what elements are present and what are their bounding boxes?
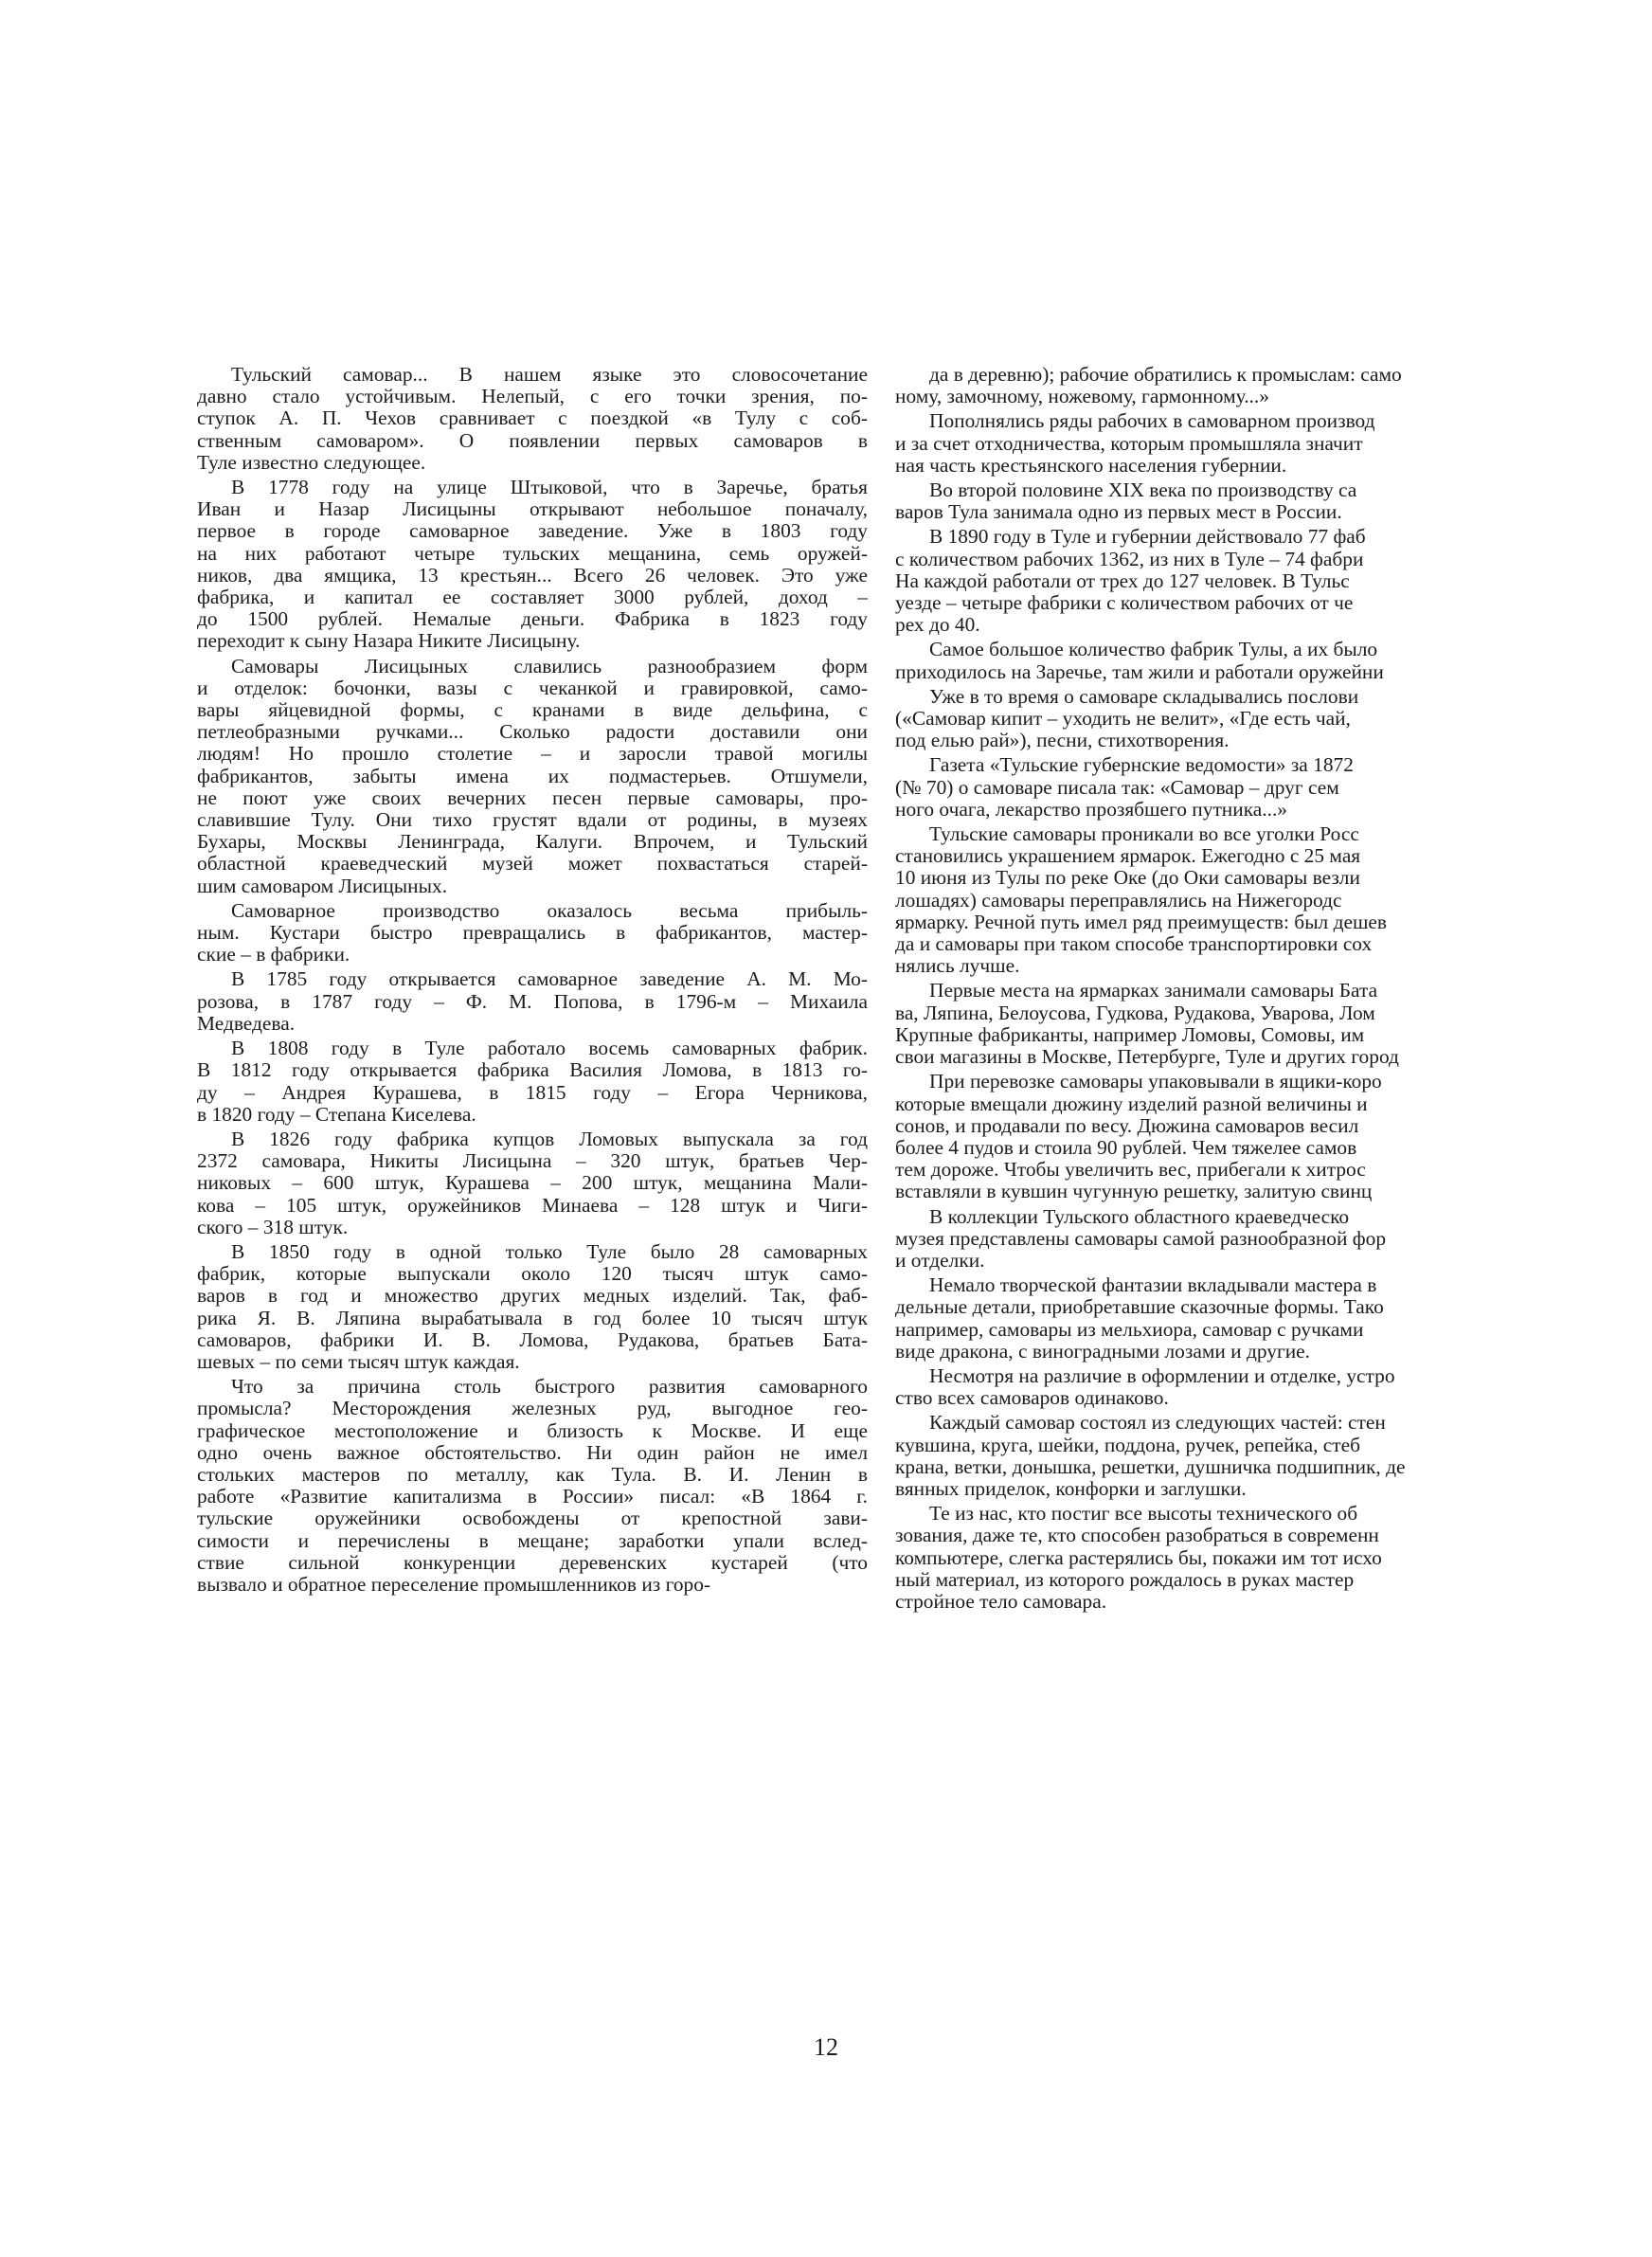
text-line: крана, ветки, донышка, решетки, душничка подшипник, де <box>895 1454 1406 1478</box>
text-line: В 1778 году на улице Штыковой, что в Заречье, братья <box>231 476 868 499</box>
text-line: фабрика, и капитал ее составляет 3000 рублей, доход – <box>197 586 868 609</box>
text-line: ствие сильной конкуренции деревенских кустарей (что <box>197 1550 868 1574</box>
text-line: 2372 самовара, Никиты Лисицына – 320 штук, братьев Чер- <box>197 1149 868 1173</box>
paragraph <box>197 968 868 1035</box>
text-line: Тульский самовар... В нашем языке это словосочетание <box>231 363 868 386</box>
text-line: кова – 105 штук, оружейников Минаева – 128 штук и Чиги- <box>197 1193 868 1217</box>
text-line: тем дороже. Чтобы увеличить вес, прибегали к хитрос <box>895 1158 1366 1182</box>
text-line: давно стало устойчивым. Нелепый, с его точки зрения, по- <box>197 385 868 408</box>
text-line: музея представлены самовары самой разнообразной фор <box>895 1226 1387 1250</box>
text-line: вызвало и обратное переселение промышленников из горо- <box>197 1572 711 1596</box>
text-line: («Самовар кипит – уходить не велит», «Где есть чай, <box>895 707 1351 731</box>
text-line: в 1820 году – Степана Киселева. <box>197 1102 476 1126</box>
left-text-column <box>197 364 868 1598</box>
text-line: В коллекции Тульского областного краеведческо <box>929 1204 1350 1228</box>
text-line: петлеобразными ручками... Сколько радости доставили они <box>197 720 868 744</box>
text-line: В 1785 году открывается самоварное заведение А. М. Мо- <box>231 967 868 991</box>
text-line: Во второй половине XIX века по производству са <box>929 478 1357 502</box>
text-line: Самое большое количество фабрик Тулы, а их было <box>929 638 1378 661</box>
text-line: людям! Но прошло столетие – и заросли травой могилы <box>197 742 868 766</box>
text-line: Медведева. <box>197 1011 296 1035</box>
text-line: Несмотря на различие в оформлении и отделке, устро <box>929 1363 1395 1387</box>
text-line: областной краеведческий музей может похвастаться старей- <box>197 852 868 876</box>
text-line: работе «Развитие капитализма в России» писал: «В 1864 г. <box>197 1485 868 1508</box>
text-line: На каждой работали от трех до 127 человек. В Тульс <box>895 569 1350 592</box>
text-line: ному, замочному, ножевому, гармонному...» <box>895 385 1269 408</box>
text-line: Самоварное производство оказалось весьма прибыль- <box>231 898 868 922</box>
paragraph <box>197 1376 868 1596</box>
paragraph <box>895 639 1652 682</box>
text-line: кувшина, круга, шейки, поддона, ручек, репейка, стеб <box>895 1433 1360 1456</box>
text-line: зования, даже те, кто способен разобраться в современн <box>895 1524 1379 1547</box>
text-line: ство всех самоваров одинаково. <box>895 1386 1169 1410</box>
text-line: ду – Андрея Курашева, в 1815 году – Егора Черникова, <box>197 1080 868 1104</box>
text-line: Пополнялись ряды рабочих в самоварном производ <box>929 409 1375 433</box>
text-line: варов в год и множество других медных изделий. Так, фаб- <box>197 1284 868 1308</box>
paragraph <box>197 656 868 897</box>
text-line: славившие Тулу. Они тихо грустят вдали от родины, в музеях <box>197 808 868 832</box>
text-line: ского – 318 штук. <box>197 1215 349 1238</box>
text-line: ва, Ляпина, Белоусова, Гудкова, Рудакова, Уварова, Лом <box>895 1001 1375 1024</box>
text-line: В 1812 году открывается фабрика Василия Ломова, в 1813 го- <box>197 1058 868 1082</box>
text-line: лошадях) самовары переправлялись на Нижегородс <box>895 888 1342 912</box>
paragraph <box>895 1365 1652 1409</box>
paragraph <box>197 477 868 653</box>
text-line: графическое местоположение и близость к Москве. И еще <box>197 1418 868 1442</box>
text-line: фабрик, которые выпускали около 120 тысяч штук само- <box>197 1262 868 1286</box>
text-line: ственным самоваром». О появлении первых самоваров в <box>197 428 868 452</box>
text-line: не поют уже своих вечерних песен первые самовары, про- <box>197 785 868 809</box>
text-line: дельные детали, приобретавшие сказочные формы. Тако <box>895 1295 1384 1319</box>
text-line: шим самоваром Лисицыных. <box>197 874 448 897</box>
text-line: Уже в то время о самоваре складывались послови <box>929 684 1359 708</box>
text-line: да и самовары при таком способе транспортировки сох <box>895 932 1373 956</box>
text-line: ная часть крестьянского населения губернии. <box>895 453 1287 477</box>
text-line: виде дракона, с виноградными лозами и другие. <box>895 1339 1311 1363</box>
paragraph <box>197 364 868 474</box>
text-line: ярмарку. Речной путь имел ряд преимуществ: был дешев <box>895 910 1388 933</box>
text-line: тульские оружейники освобождены от крепостной зави- <box>197 1507 868 1530</box>
text-line: В 1826 году фабрика купцов Ломовых выпускала за год <box>231 1127 868 1150</box>
text-line: становились украшением ярмарок. Ежегодно с 25 мая <box>895 844 1361 868</box>
text-line: с количеством рабочих 1362, из них в Туле – 74 фабри <box>895 547 1364 570</box>
paragraph <box>895 754 1652 821</box>
text-line: ские – в фабрики. <box>197 943 350 966</box>
paragraph <box>895 686 1652 752</box>
paragraph <box>895 526 1652 636</box>
text-line: сонов, и продавали по весу. Дюжина самоваров весил <box>895 1113 1359 1137</box>
text-line: Самовары Лисицыных славились разнообразием форм <box>231 654 868 677</box>
text-line: ного очага, лекарство прозябшего путника...» <box>895 797 1287 821</box>
text-line: В 1808 году в Туле работало восемь самоварных фабрик. <box>231 1037 868 1060</box>
text-line: Бухары, Москвы Ленинграда, Калуги. Впрочем, и Тульский <box>197 830 868 854</box>
paragraph <box>197 1241 868 1373</box>
text-line: ным. Кустари быстро превращались в фабрикантов, мастер- <box>197 921 868 945</box>
paragraph <box>895 1206 1652 1273</box>
paragraph <box>895 823 1652 977</box>
text-line: ный материал, из которого рождалось в руках мастер <box>895 1567 1355 1591</box>
text-line: Те из нас, кто постиг все высоты технического об <box>929 1502 1358 1526</box>
text-line: шевых – по семи тысяч штук каждая. <box>197 1349 520 1373</box>
text-line: промысла? Месторождения железных руд, выгодное гео- <box>197 1397 868 1420</box>
text-line: Немало творческой фантазии вкладывали мастера в <box>929 1273 1377 1297</box>
text-line: более 4 пудов и стоила 90 рублей. Чем тяжелее самов <box>895 1135 1357 1159</box>
text-line: розова, в 1787 году – Ф. М. Попова, в 1796-м – Михаила <box>197 989 868 1013</box>
text-line: стольких мастеров по металлу, как Тула. В. И. Ленин в <box>197 1462 868 1486</box>
text-line: самоваров, фабрики И. В. Ломова, Рудакова, братьев Бата- <box>197 1327 868 1351</box>
paragraph <box>895 410 1652 477</box>
text-line: переходит к сыну Назара Никите Лисицыну. <box>197 629 581 653</box>
text-line: и отделки. <box>895 1248 985 1272</box>
text-line: вары яйцевидной формы, с кранами в виде дельфина, с <box>197 698 868 722</box>
text-line: одно очень важное обстоятельство. Ни один район не имел <box>197 1440 868 1464</box>
text-line: ников, два ямщика, 13 крестьян... Всего 26 человек. Это уже <box>197 563 868 587</box>
paragraph <box>197 1128 868 1238</box>
text-line: Что за причина столь быстрого развития самоварного <box>231 1375 868 1399</box>
paragraph <box>895 1503 1652 1613</box>
paragraph <box>895 1412 1652 1500</box>
text-line: Первые места на ярмарках занимали самовары Бата <box>929 979 1378 1002</box>
text-line: которые вмещали дюжину изделий разной величины и <box>895 1092 1368 1115</box>
text-line: варов Тула занимала одно из первых мест в России. <box>895 500 1342 524</box>
text-line: первое в городе самоварное заведение. Уже в 1803 году <box>197 519 868 543</box>
text-line: В 1890 году в Туле и губернии действовало 77 фаб <box>929 525 1366 549</box>
paragraph <box>895 1274 1652 1363</box>
text-line: Газета «Тульские губернские ведомости» за 1872 <box>929 753 1354 777</box>
paragraph <box>197 900 868 966</box>
text-line: до 1500 рублей. Немалые деньги. Фабрика в 1823 году <box>197 607 868 631</box>
text-line: и за счет отходничества, которым промышляла значит <box>895 431 1363 455</box>
text-line: и отделок: бочонки, вазы с чеканкой и гравировкой, само- <box>197 676 868 699</box>
text-line: нялись лучше. <box>895 954 1020 978</box>
text-line: В 1850 году в одной только Туле было 28 самоварных <box>231 1239 868 1263</box>
text-line: никовых – 600 штук, Курашева – 200 штук, мещанина Мали- <box>197 1171 868 1195</box>
text-line: фабрикантов, забыты имена их подмастерьев. Отшумели, <box>197 764 868 787</box>
text-line: Крупные фабриканты, например Ломовы, Сомовы, им <box>895 1022 1365 1046</box>
text-line: например, самовары из мельхиора, самовар с ручками <box>895 1317 1364 1341</box>
paragraph <box>895 980 1652 1068</box>
text-line: рех до 40. <box>895 613 980 637</box>
text-line: ступок А. П. Чехов сравнивает с поездкой «в Тулу с соб- <box>197 406 868 430</box>
paragraph <box>197 1038 868 1126</box>
text-line: рика Я. В. Ляпина вырабатывала в год более 10 тысяч штук <box>197 1306 868 1329</box>
text-line: на них работают четыре тульских мещанина, семь оружей- <box>197 541 868 565</box>
text-line: уезде – четыре фабрики с количеством рабочих от че <box>895 591 1354 615</box>
paragraph <box>895 364 1652 407</box>
text-line: да в деревню); рабочие обратились к промыслам: само <box>929 364 1402 386</box>
text-line: Туле известно следующее. <box>197 450 426 474</box>
text-line: вянных приделок, конфорки и заглушки. <box>895 1476 1247 1500</box>
text-line: стройное тело самовара. <box>895 1589 1107 1613</box>
text-line: При перевозке самовары упаковывали в ящики-коро <box>929 1070 1382 1093</box>
text-line: (№ 70) о самоваре писала так: «Самовар – друг сем <box>895 775 1339 799</box>
text-line: Каждый самовар состоял из следующих частей: стен <box>929 1411 1386 1435</box>
text-line: симости и перечислены в мещане; заработки упали вслед- <box>197 1528 868 1552</box>
text-line: приходилось на Заречье, там жили и работали оружейни <box>895 659 1384 683</box>
right-text-column <box>895 364 1652 1616</box>
text-line: вставляли в кувшин чугунную решетку, залитую свинц <box>895 1180 1373 1203</box>
paragraph <box>895 479 1652 523</box>
text-line: свои магазины в Москве, Петербурге, Туле и других город <box>895 1045 1399 1069</box>
text-line: Тульские самовары проникали во все уголки Росс <box>929 822 1359 846</box>
text-line: под елью рай»), песни, стихотворения. <box>895 729 1230 752</box>
text-line: компьютере, слегка растерялись бы, покажи им тот исхо <box>895 1545 1382 1569</box>
paragraph <box>895 1071 1652 1202</box>
text-line: 10 июня из Тулы по реке Оке (до Оки самовары везли <box>895 866 1360 890</box>
page-number: 12 <box>814 2033 838 2061</box>
text-line: Иван и Назар Лисицыны открывают небольшое поначалу, <box>197 497 868 521</box>
